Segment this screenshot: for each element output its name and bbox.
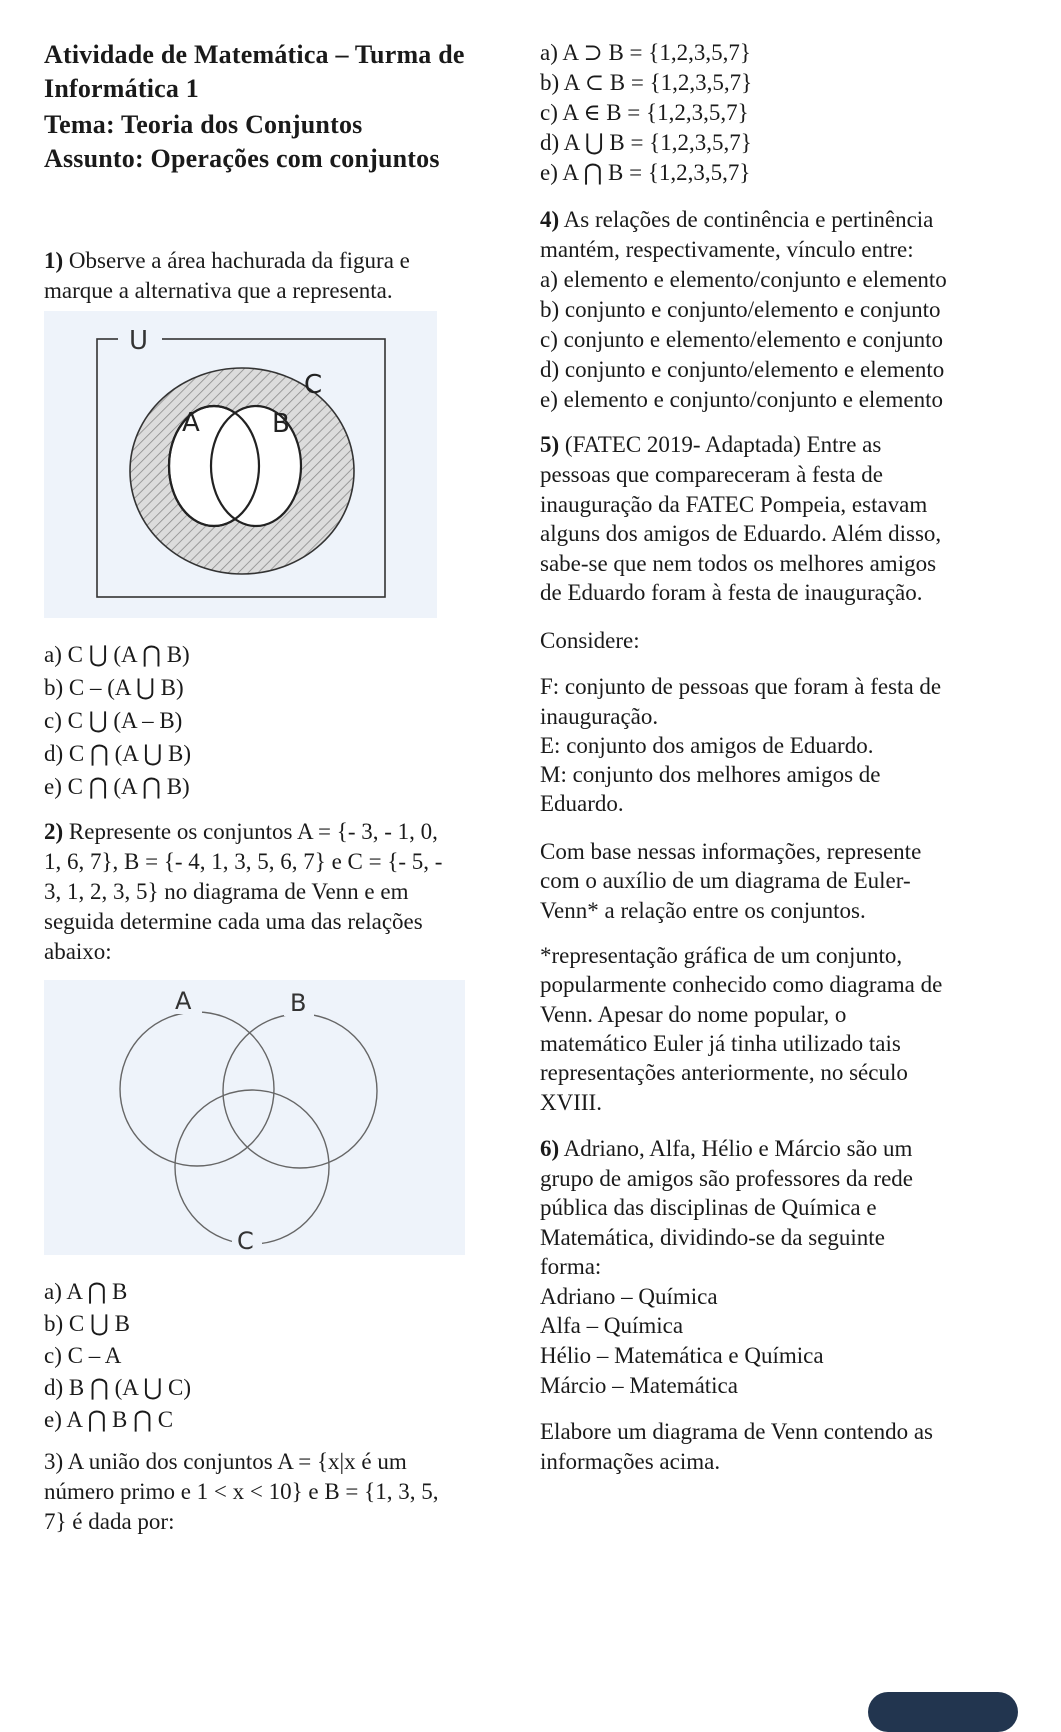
q5-def-f: F: conjunto de pessoas que foram à festa de (540, 674, 942, 699)
q2-option-d: d) B ⋂ (A ⋃ C) (44, 1375, 191, 1400)
q4-option-b: b) conjunto e conjunto/elemento e conjunto (540, 297, 941, 322)
set-a-label: A (182, 408, 200, 438)
title-line-2: Informática 1 (44, 74, 199, 103)
q5-task-line-2: com o auxílio de um diagrama de Euler- (540, 868, 911, 893)
q5-stem-line-6: de Eduardo foram à festa de inauguração. (540, 580, 923, 605)
q2-stem-line-4: seguida determine cada uma das relações (44, 909, 423, 934)
q3-option-d: d) A ⋃ B = {1,2,3,5,7} (540, 130, 752, 155)
q6-person-alfa: Alfa – Química (540, 1313, 684, 1338)
q3-option-b: b) A ⊂ B = {1,2,3,5,7} (540, 70, 753, 95)
q4-option-d: d) conjunto e conjunto/elemento e elemento (540, 357, 945, 382)
q5-task-line-1: Com base nessas informações, represente (540, 839, 922, 864)
q4-number: 4) (540, 207, 560, 232)
q4-option-c: c) conjunto e elemento/elemento e conjunto (540, 327, 943, 352)
title-line-1: Atividade de Matemática – Turma de (44, 40, 465, 69)
q2-stem-line-1: 2) Represente os conjuntos A = {- 3, - 1, 0, (44, 819, 438, 844)
q3-option-e: e) A ⋂ B = {1,2,3,5,7} (540, 160, 751, 185)
q5-footnote-line-2: popularmente conhecido como diagrama de (540, 972, 943, 997)
q2-stem-line-2: 1, 6, 7}, B = {- 4, 1, 3, 5, 6, 7} e C = {- 5, - (44, 849, 443, 874)
q4-option-e: e) elemento e conjunto/conjunto e elemento (540, 387, 943, 412)
q1-option-a: a) C ⋃ (A ⋂ B) (44, 642, 190, 667)
q2-option-b: b) C ⋃ B (44, 1311, 130, 1336)
home-indicator[interactable] (868, 1692, 1018, 1732)
q5-def-m-cont: Eduardo. (540, 791, 624, 816)
q5-footnote-line-6: XVIII. (540, 1090, 602, 1115)
q6-number: 6) (540, 1136, 560, 1161)
q2-venn-diagram (44, 980, 465, 1255)
set-b-label: B (272, 409, 290, 439)
q5-stem-line-4: alguns dos amigos de Eduardo. Além disso, (540, 521, 942, 546)
q6-task-line-2: informações acima. (540, 1449, 721, 1474)
q2-option-a: a) A ⋂ B (44, 1279, 128, 1304)
q6-task-line-1: Elabore um diagrama de Venn contendo as (540, 1419, 933, 1444)
q1-venn-diagram (44, 311, 437, 618)
q4-stem-line-1: 4) As relações de continência e pertinência (540, 207, 934, 232)
q6-stem-line-1: 6) Adriano, Alfa, Hélio e Márcio são um (540, 1136, 913, 1161)
q3-stem-line-1: 3) A união dos conjuntos A = {x|x é um (44, 1449, 407, 1474)
q5-stem-line-5: sabe-se que nem todos os melhores amigos (540, 551, 937, 576)
q6-person-adriano: Adriano – Química (540, 1284, 718, 1309)
q5-task-line-3: Venn* a relação entre os conjuntos. (540, 898, 866, 923)
q4-option-a: a) elemento e elemento/conjunto e elemento (540, 267, 947, 292)
q5-footnote-line-4: matemático Euler já tinha utilizado tais (540, 1031, 901, 1056)
q1-option-c: c) C ⋃ (A – B) (44, 708, 183, 733)
q2-number: 2) (44, 819, 64, 844)
q3-stem-line-3: 7} é dada por: (44, 1509, 175, 1534)
q2-stem-line-3: 3, 1, 2, 3, 5} no diagrama de Venn e em (44, 879, 409, 904)
q5-footnote-line-3: Venn. Apesar do nome popular, o (540, 1002, 847, 1027)
q5-stem-line-2: pessoas que compareceram à festa de (540, 462, 883, 487)
q2-set-c-label: C (237, 1227, 254, 1255)
q6-stem-line-2: grupo de amigos são professores da rede (540, 1166, 913, 1191)
q6-stem-line-3: pública das disciplinas de Química e (540, 1195, 877, 1220)
q3-stem-line-2: número primo e 1 < x < 10} e B = {1, 3, 5, (44, 1479, 439, 1504)
q2-set-a-label: A (175, 987, 192, 1015)
q2-set-c-circle (175, 1090, 329, 1244)
q6-stem-line-5: forma: (540, 1254, 602, 1279)
q2-figure (44, 980, 465, 1255)
q2-stem-line-5: abaixo: (44, 939, 112, 964)
q6-person-marcio: Márcio – Matemática (540, 1373, 738, 1398)
q5-stem-line-1: 5) (FATEC 2019- Adaptada) Entre as (540, 432, 882, 457)
q1-stem-line-1: 1) Observe a área hachurada da figura e (44, 248, 410, 273)
q1-figure (44, 311, 437, 618)
q5-def-m: M: conjunto dos melhores amigos de (540, 762, 881, 787)
subject: Assunto: Operações com conjuntos (44, 144, 440, 173)
q3-option-a: a) A ⊃ B = {1,2,3,5,7} (540, 40, 751, 65)
q1-option-d: d) C ⋂ (A ⋃ B) (44, 741, 191, 766)
q5-def-e: E: conjunto dos amigos de Eduardo. (540, 733, 874, 758)
q1-option-b: b) C – (A ⋃ B) (44, 675, 184, 700)
q5-stem-line-3: inauguração da FATEC Pompeia, estavam (540, 492, 928, 517)
q4-stem-line-2: mantém, respectivamente, vínculo entre: (540, 237, 914, 262)
q5-footnote-line-1: *representação gráfica de um conjunto, (540, 943, 903, 968)
universe-label: U (129, 326, 149, 356)
q6-stem-line-4: Matemática, dividindo-se da seguinte (540, 1225, 885, 1250)
q6-person-helio: Hélio – Matemática e Química (540, 1343, 824, 1368)
set-c-label: C (304, 370, 323, 400)
q2-set-a-circle (120, 1012, 274, 1166)
q2-set-b-label: B (290, 989, 307, 1017)
q5-consider: Considere: (540, 628, 640, 653)
q3-option-c: c) A ∈ B = {1,2,3,5,7} (540, 100, 749, 125)
q5-number: 5) (540, 432, 560, 457)
q5-footnote-line-5: representações anteriormente, no século (540, 1060, 908, 1085)
q2-option-c: c) C – A (44, 1343, 122, 1368)
topic: Tema: Teoria dos Conjuntos (44, 110, 363, 139)
q5-def-f-cont: inauguração. (540, 704, 659, 729)
q1-stem-line-2: marque a alternativa que a representa. (44, 278, 393, 303)
q2-set-b-circle (223, 1014, 377, 1168)
q2-option-e: e) A ⋂ B ⋂ C (44, 1407, 174, 1432)
q1-number: 1) (44, 248, 64, 273)
q1-option-e: e) C ⋂ (A ⋂ B) (44, 774, 190, 799)
